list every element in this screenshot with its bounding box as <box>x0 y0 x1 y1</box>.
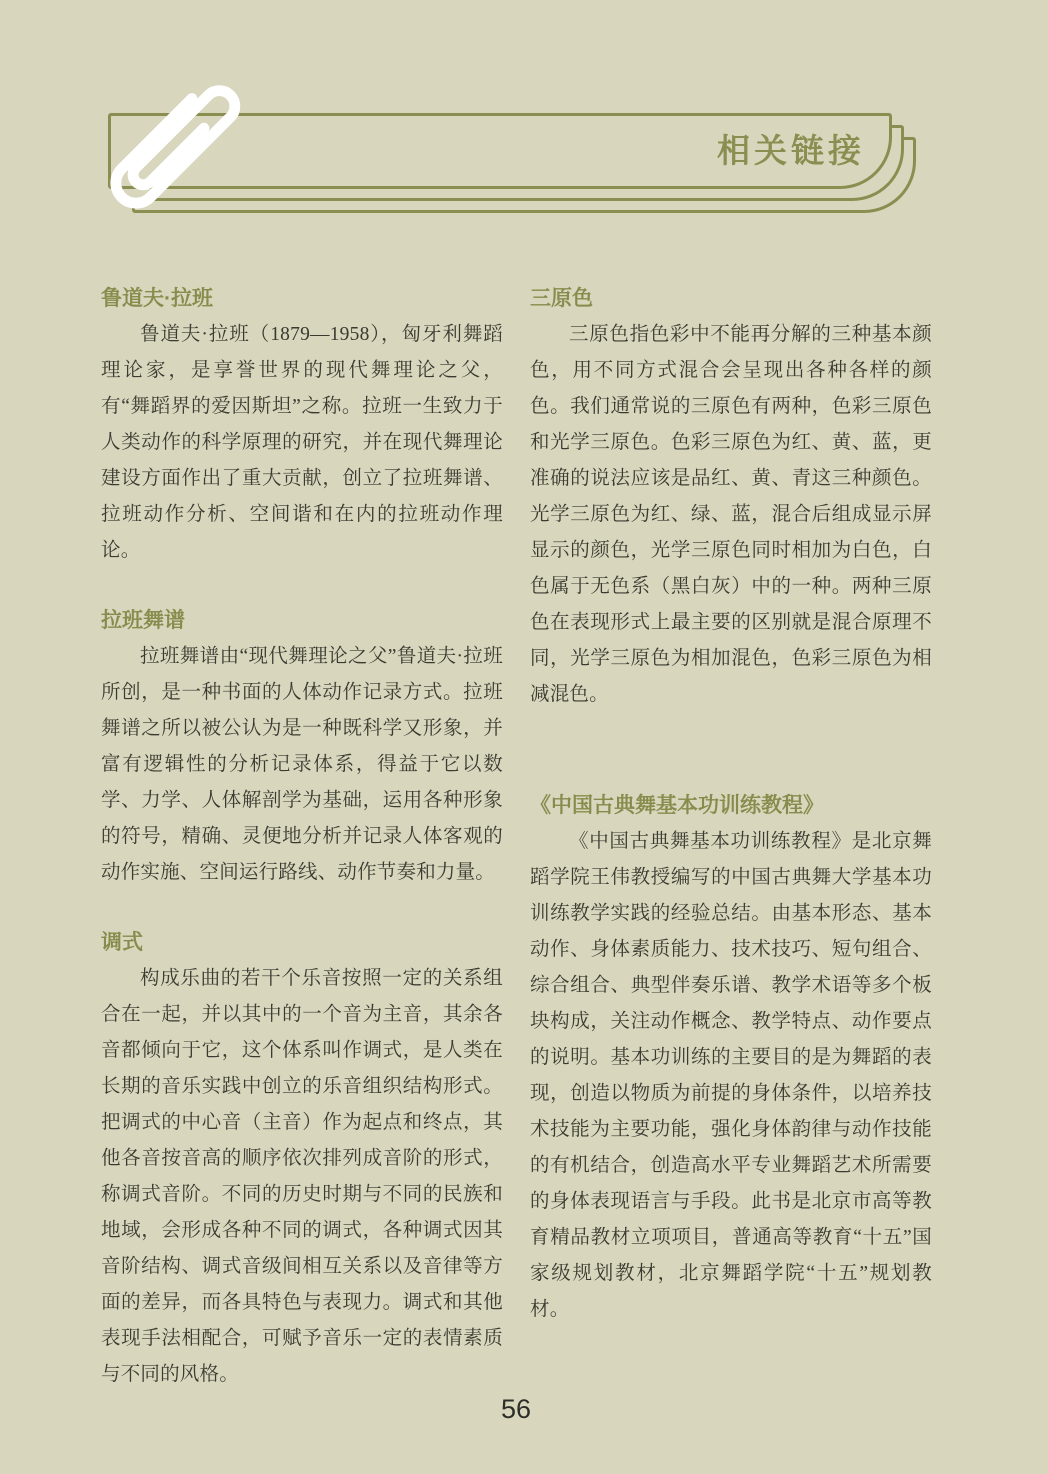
section-mode <box>101 925 503 1393</box>
section-body: 构成乐曲的若干个乐音按照一定的关系组合在一起，并以其中的一个音为主音，其余各音都倾向于它，这个体系叫作调式，是人类在长期的音乐实践中创立的乐音组织结构形式。把调式的中心音（主音）作为起点和终点，其他各音按音高的顺序依次排列成音阶的形式，称调式音阶。不同的历史时期与不同的民族和地域，会形成各种不同的调式，各种调式因其音阶结构、调式音级间相互关系以及音律等方面的差异，而各具特色与表现力。调式和其他表现手法相配合，可赋予音乐一定的表情素质与不同的风格。 <box>101 968 503 1385</box>
section-heading: 鲁道夫·拉班 <box>101 287 213 310</box>
section-body: 《中国古典舞基本功训练教程》是北京舞蹈学院王伟教授编写的中国古典舞大学基本功训练教学实践的经验总结。由基本形态、基本动作、身体素质能力、技术技巧、短句组合、综合组合、典型伴奏乐谱、教学术语等多个板块构成，关注动作概念、教学特点、动作要点的说明。基本功训练的主要目的是为舞蹈的表现，创造以物质为前提的身体条件，以培养技术技能为主要功能，强化身体韵律与动作技能的有机结合，创造高水平专业舞蹈艺术所需要的身体表现语言与手段。此书是北京市高等教育精品教材立项项目，普通高等教育“十五”国家级规划教材，北京舞蹈学院“十五”规划教材。 <box>530 831 932 1320</box>
section-body: 拉班舞谱由“现代舞理论之父”鲁道夫·拉班所创，是一种书面的人体动作记录方式。拉班舞谱之所以被公认为是一种既科学又形象，并富有逻辑性的分析记录体系，得益于它以数学、力学、人体解剖学为基础，运用各种形象的符号，精确、灵便地分析并记录人体客观的动作实施、空间运行路线、动作节奏和力量。 <box>101 646 503 883</box>
page-number: 56 <box>500 1394 532 1424</box>
banner-title: 相关链接 <box>717 132 865 169</box>
section-heading: 拉班舞谱 <box>101 609 185 632</box>
section-labanotation <box>101 603 503 891</box>
section-heading: 调式 <box>101 931 143 954</box>
content-columns <box>101 281 932 1393</box>
section-body: 三原色指色彩中不能再分解的三种基本颜色，用不同方式混合会呈现出各种各样的颜色。我们通常说的三原色有两种，色彩三原色和光学三原色。色彩三原色为红、黄、蓝，更准确的说法应该是品红、黄、青这三种颜色。光学三原色为红、绿、蓝，混合后组成显示屏显示的颜色，光学三原色同时相加为白色，白色属于无色系（黑白灰）中的一种。两种三原色在表现形式上最主要的区别就是混合原理不同，光学三原色为相加混色，色彩三原色为相减混色。 <box>530 324 932 705</box>
section-textbook <box>530 788 932 1328</box>
section-heading: 三原色 <box>530 287 593 310</box>
section-rudolf-laban <box>101 281 503 569</box>
section-heading: 《中国古典舞基本功训练教程》 <box>530 794 824 817</box>
section-primary-colors <box>530 281 932 713</box>
column-left <box>101 281 503 1393</box>
column-right <box>530 281 932 1393</box>
section-body: 鲁道夫·拉班（1879—1958），匈牙利舞蹈理论家，是享誉世界的现代舞理论之父，有“舞蹈界的爱因斯坦”之称。拉班一生致力于人类动作的科学原理的研究，并在现代舞理论建设方面作出了重大贡献，创立了拉班舞谱、拉班动作分析、空间谐和在内的拉班动作理论。 <box>101 324 503 561</box>
